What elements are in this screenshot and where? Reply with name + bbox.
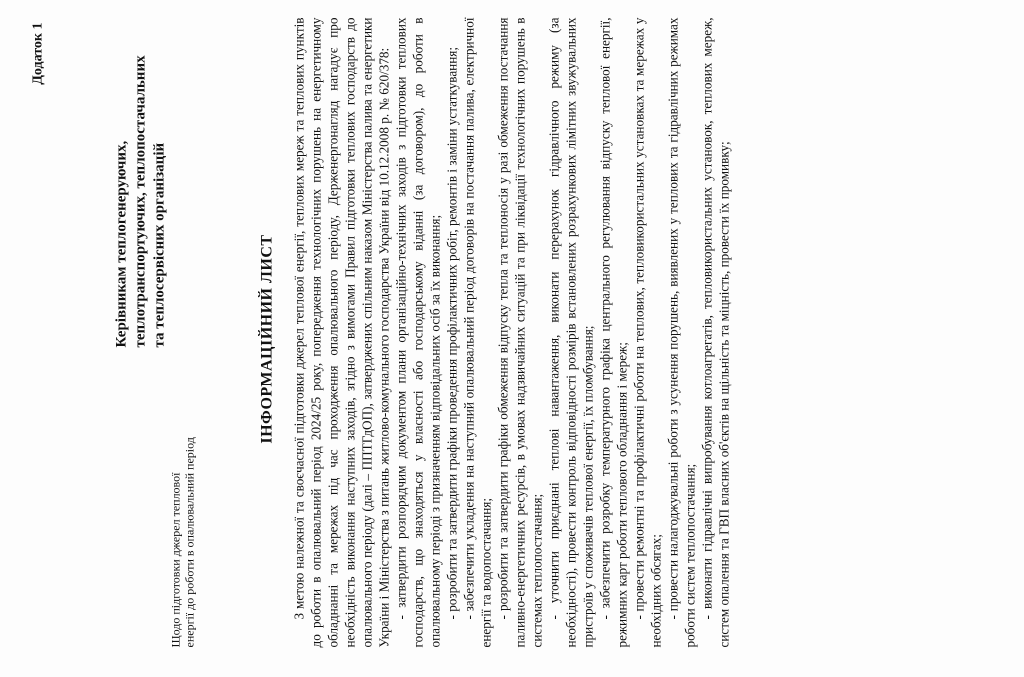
list-item: - провести ремонтні та профілактичні роботи на теплових, тепловикористальних установках та мережах у необхідних обсягах; bbox=[631, 17, 663, 647]
recipients-line: Керівникам теплогенеруючих, bbox=[113, 140, 129, 347]
list-item: - розробити та затвердити графіки проведення профілактичних робіт, ремонтів і заміни устаткування; bbox=[444, 46, 459, 619]
document-title: ІНФОРМАЦІЙНИЙ ЛИСТ bbox=[258, 233, 275, 444]
list-item: - забезпечити розробку температурного графіка центрального регулювання відпуску теплової енергії, режимних карт роботи теплового обладнання і мереж; bbox=[597, 17, 629, 647]
subject-block bbox=[168, 407, 196, 647]
list-item: - затвердити розпорядчим документом плани організаційно-технічних заходів з підготовки теплових господарств, що знаходяться у власності або господарському віданні (за договором), до роботи в опалювальному періоді з призначенням відповідальних осіб за їх виконання; bbox=[393, 17, 442, 647]
recipients-line: та теплосервісних організацій bbox=[151, 142, 167, 347]
intro-paragraph: З метою належної та своєчасної підготовки джерел теплової енергії, теплових мереж та теплових пунктів до роботи в опалювальний період 2024/25 року, попередження технологічних порушень на енергетичному обладнанні та мережах під час проходження опалювального періоду, Держенергонагляд нагадує про необхідність виконання наступних заходів, згідно з вимогами Правил підготовки теплових господарств до опалювального періоду (далі – ППТГдОП), затверджених спільним наказом Міністерства палива та енергетики України і Міністерства з питань житлово-комунального господарства України від 10.12.2008 р. № 620/378: bbox=[291, 17, 391, 647]
subject-line: Щодо підготовки джерел теплової bbox=[168, 472, 182, 647]
recipients-line: теплотранспортуючих, теплопостачальних bbox=[132, 54, 148, 347]
list-item: - розробити та затвердити графіки обмеження відпуску тепла та теплоносія у разі обмеження постачання паливно-енергетичних ресурсів, в умовах надзвичайних ситуацій та при ліквідації технологічних порушень в системах теплопостачання; bbox=[495, 17, 544, 647]
list-item: - провести налагоджувальні роботи з усунення порушень, виявлених у теплових та гідравлічних режимах роботи систем теплопостачання; bbox=[665, 17, 697, 647]
letter-body bbox=[290, 17, 732, 647]
addendum-label: Додаток 1 bbox=[30, 22, 45, 85]
recipients-block bbox=[112, 17, 169, 347]
subject-line: енергії до роботи в опалювальний період bbox=[182, 436, 196, 647]
list-item: - забезпечити укладення на наступний опалювальний період договорів на постачання палива, електричної енергії та водопостачання; bbox=[461, 17, 493, 647]
list-item: - уточнити приєднані теплові навантаження, виконати перерахунок гідравлічного режиму (за необхідності), провести контроль відповідності розмірів встановлених розрахункових лімітних звужувальних пристроїв у споживачів теплової енергії, їх пломбування; bbox=[546, 17, 595, 647]
list-item: - виконати гідравлічні випробування котлоагрегатів, тепловикористальних установок, теплових мереж, систем опалення та ГВП власних об'єктів на щільність та міцність, провести їх промивку; bbox=[699, 17, 731, 647]
